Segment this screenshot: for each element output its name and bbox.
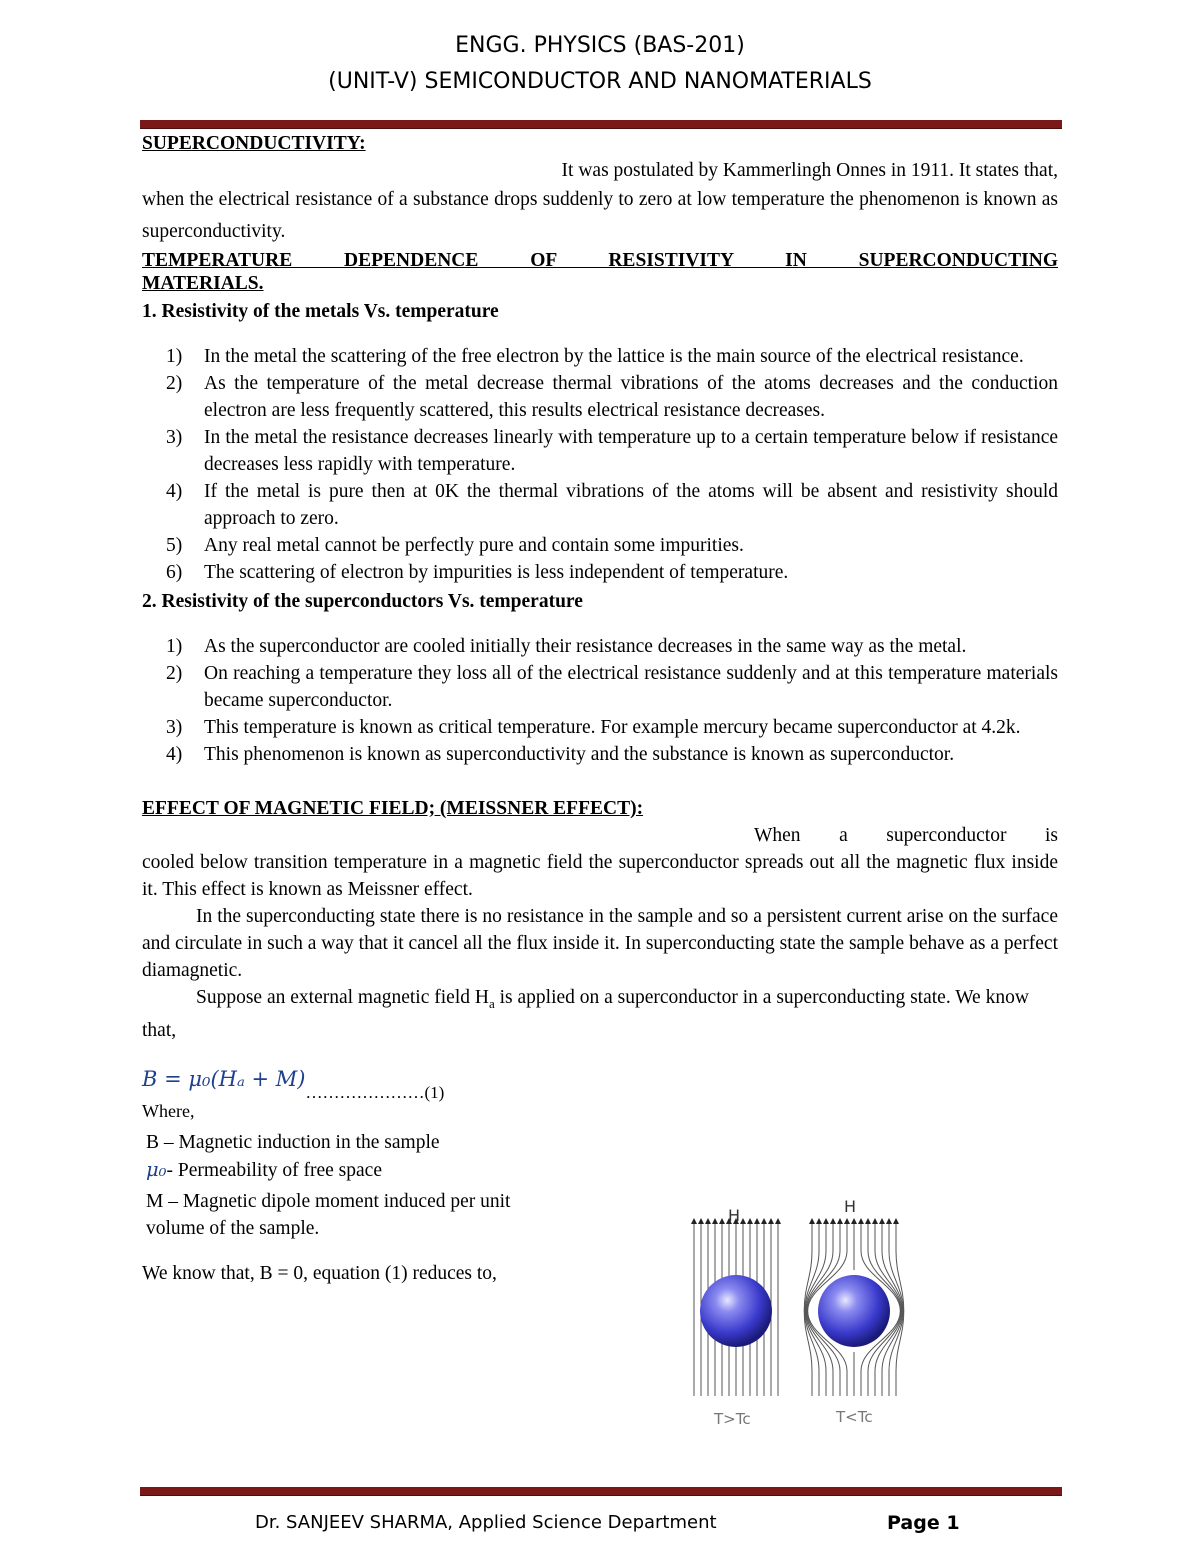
meissner-p3-end: is applied on a superconductor in a superconducting state. We know that, xyxy=(142,987,1029,1041)
field-arrow xyxy=(775,1218,781,1224)
footer-rule xyxy=(140,1487,1062,1496)
field-arrow xyxy=(691,1218,697,1224)
field-arrow xyxy=(879,1218,885,1224)
point-number: 2) xyxy=(166,663,183,684)
header-course-title: ENGG. PHYSICS (BAS-201) xyxy=(455,33,745,58)
metals-point-6 xyxy=(142,559,1058,586)
superconductivity-line1: It was postulated by Kammerlingh Onnes in 1911. It states that, xyxy=(561,160,1058,181)
field-arrow xyxy=(893,1218,899,1224)
point-number: 1) xyxy=(166,346,183,367)
meissner-equation-block xyxy=(142,1064,566,1287)
field-arrow xyxy=(712,1218,718,1224)
footer-page-number: Page 1 xyxy=(887,1512,960,1534)
superconductor-point-1 xyxy=(142,633,1058,660)
superconductivity-definition: when the electrical resistance of a substance drops suddenly to zero at low temperature the phenomenon is known as superconductivity. xyxy=(142,189,1058,242)
temperature-dependence-heading-cont: MATERIALS. xyxy=(142,273,264,294)
definition-m: M – Magnetic dipole moment induced per unit volume of the sample. xyxy=(146,1190,511,1239)
point-text: This temperature is known as critical temperature. For example mercury became superconductor at 4.2k. xyxy=(204,717,1021,738)
caption-normal-state: T>Tc xyxy=(714,1410,751,1428)
point-text: The scattering of electron by impurities is less independent of temperature. xyxy=(204,562,789,583)
metals-point-3 xyxy=(142,424,1058,478)
field-arrow xyxy=(816,1218,822,1224)
meissner-diagram xyxy=(684,1186,924,1436)
field-arrow xyxy=(754,1218,760,1224)
meissner-effect-figure xyxy=(684,1186,924,1436)
point-number: 3) xyxy=(166,717,183,738)
field-arrow xyxy=(865,1218,871,1224)
field-arrow xyxy=(830,1218,836,1224)
field-arrow xyxy=(858,1218,864,1224)
field-arrow xyxy=(747,1218,753,1224)
mu-zero-symbol: μ₀ xyxy=(146,1157,167,1181)
meissner-paragraph-3 xyxy=(142,984,1058,1044)
equation-1: B = μ₀(Hₐ + M) xyxy=(142,1066,306,1091)
metals-point-5 xyxy=(142,532,1058,559)
field-arrow xyxy=(823,1218,829,1224)
point-text: As the superconductor are cooled initially their resistance decreases in the same way as the metal. xyxy=(204,636,967,657)
meissner-paragraph-1: cooled below transition temperature in a magnetic field the superconductor spreads out all the magnetic flux inside it. This effect is known as Meissner effect. xyxy=(142,852,1058,900)
point-text: In the metal the scattering of the free electron by the lattice is the main source of the electrical resistance. xyxy=(204,346,1024,367)
field-arrow xyxy=(851,1218,857,1224)
superconductors-points-list xyxy=(142,633,1058,768)
sphere-superconducting-state xyxy=(818,1275,890,1347)
equation-1-reference: …………………(1) xyxy=(305,1082,445,1102)
meissner-p3-start: Suppose an external magnetic field H xyxy=(196,987,489,1008)
point-number: 6) xyxy=(166,562,183,583)
section-temperature-dependence xyxy=(142,248,1058,768)
definition-mu-text: - Permeability of free space xyxy=(166,1159,382,1181)
document-body xyxy=(142,128,1058,1287)
where-label: Where, xyxy=(142,1100,195,1121)
field-arrow xyxy=(844,1218,850,1224)
superconductivity-heading: SUPERCONDUCTIVITY: xyxy=(142,133,366,154)
footer-author: Dr. SANJEEV SHARMA, Applied Science Department xyxy=(255,1512,717,1533)
field-arrow xyxy=(698,1218,704,1224)
point-number: 1) xyxy=(166,636,183,657)
sphere-normal-state xyxy=(700,1275,772,1347)
closing-statement: We know that, B = 0, equation (1) reduces to, xyxy=(142,1262,497,1284)
point-number: 3) xyxy=(166,427,183,448)
page-header xyxy=(0,28,1200,100)
metals-point-1 xyxy=(142,343,1058,370)
field-label-left: H xyxy=(728,1206,741,1225)
field-label-right: H xyxy=(844,1197,857,1216)
definition-b: B – Magnetic induction in the sample xyxy=(146,1131,440,1153)
point-text: As the temperature of the metal decrease thermal vibrations of the atoms decreases and the conduction electron are less frequently scattered, this results electrical resistance decreases. xyxy=(204,373,1058,421)
point-text: In the metal the resistance decreases linearly with temperature up to a certain temperature below if resistance decreases less rapidly with temperature. xyxy=(204,427,1058,475)
section-superconductivity xyxy=(142,130,1058,248)
point-number: 5) xyxy=(166,535,183,556)
metals-subheading: 1. Resistivity of the metals Vs. temperature xyxy=(142,301,499,322)
header-unit-title: (UNIT-V) SEMICONDUCTOR AND NANOMATERIALS xyxy=(328,69,872,94)
point-text: This phenomenon is known as superconductivity and the substance is known as superconductor. xyxy=(204,744,955,765)
field-arrow xyxy=(705,1218,711,1224)
metals-point-4 xyxy=(142,478,1058,532)
superconductor-point-3 xyxy=(142,714,1058,741)
meissner-heading: EFFECT OF MAGNETIC FIELD; (MEISSNER EFFECT): xyxy=(142,798,644,819)
field-arrow xyxy=(872,1218,878,1224)
point-number: 4) xyxy=(166,481,183,502)
meissner-line1: When a superconductor is xyxy=(754,825,1058,846)
meissner-paragraph-2: In the superconducting state there is no resistance in the sample and so a persistent current arise on the surface and circulate in such a way that it cancel all the flux inside it. In superconducting state the sample behave as a perfect diamagnetic. xyxy=(142,906,1058,981)
point-text: On reaching a temperature they loss all of the electrical resistance suddenly and at this temperature materials became superconductor. xyxy=(204,663,1058,711)
temperature-dependence-heading: TEMPERATURE DEPENDENCE OF RESISTIVITY IN SUPERCONDUCTING xyxy=(142,250,1058,271)
metals-points-list xyxy=(142,343,1058,586)
field-arrow xyxy=(837,1218,843,1224)
field-arrow xyxy=(740,1218,746,1224)
field-arrow xyxy=(719,1218,725,1224)
field-arrow xyxy=(886,1218,892,1224)
superconductor-point-4 xyxy=(142,741,1058,768)
point-number: 4) xyxy=(166,744,183,765)
field-arrow xyxy=(761,1218,767,1224)
metals-point-2 xyxy=(142,370,1058,424)
point-text: If the metal is pure then at 0K the thermal vibrations of the atoms will be absent and resistivity should approach to zero. xyxy=(204,481,1058,529)
superconductor-point-2 xyxy=(142,660,1058,714)
point-number: 2) xyxy=(166,373,183,394)
definition-mu xyxy=(142,1156,566,1184)
field-arrow xyxy=(768,1218,774,1224)
point-text: Any real metal cannot be perfectly pure and contain some impurities. xyxy=(204,535,744,556)
caption-superconducting-state: T<Tc xyxy=(836,1408,873,1426)
meissner-p3-subscript: a xyxy=(488,995,495,1011)
field-arrow xyxy=(809,1218,815,1224)
superconductors-subheading: 2. Resistivity of the superconductors Vs. temperature xyxy=(142,591,583,612)
